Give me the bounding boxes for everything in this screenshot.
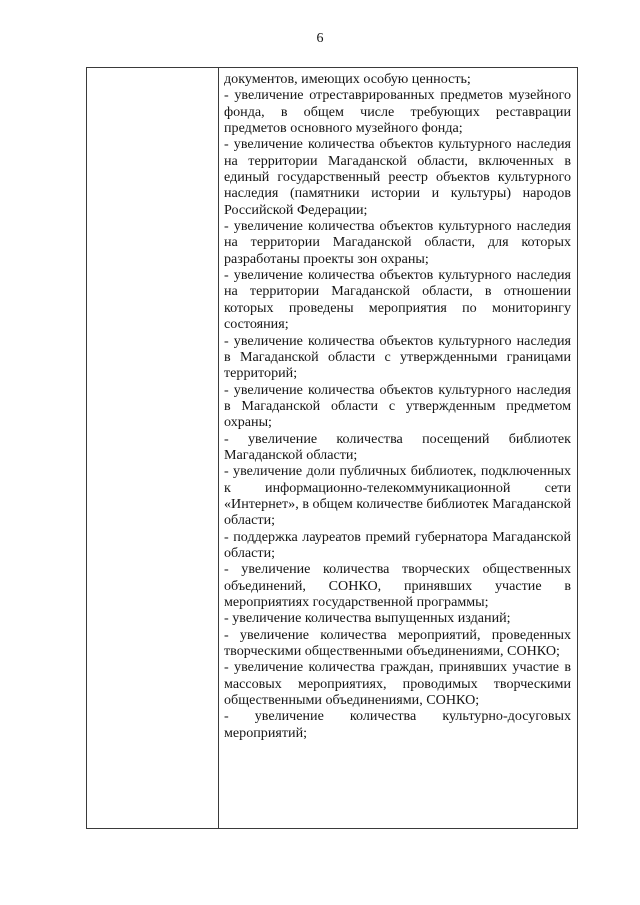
list-item: - увеличение количества граждан, принявших участие в массовых мероприятиях, проводимых творческими общественными объединениями, СОНКО; — [224, 659, 571, 709]
left-empty-cell — [87, 68, 219, 828]
list-item: - увеличение количества посещений библиотек Магаданской области; — [224, 430, 571, 463]
list-item: - увеличение количества объектов культурного наследия на территории Магаданской области, включенных в единый государственный реестр объектов культурного наследия (памятники истории и культуры) народов Российской Федерации; — [224, 136, 571, 218]
list-item: - увеличение количества объектов культурного наследия в Магаданской области с утвержденными границами территорий; — [224, 332, 571, 382]
list-item: - увеличение количества объектов культурного наследия на территории Магаданской области, для которых разработаны проекты зон охраны; — [224, 218, 571, 267]
list-item: - увеличение количества мероприятий, проведенных творческими общественными объединениями, СОНКО; — [224, 626, 571, 660]
page-number: 6 — [316, 31, 324, 46]
list-item: - увеличение количества выпущенных изданий; — [224, 610, 511, 627]
list-item: - увеличение количества объектов культурного наследия на территории Магаданской области, в отношении которых проведены мероприятия по мониторингу состояния; — [224, 267, 571, 333]
list-item: - увеличение количества объектов культурного наследия в Магаданской области с утвержденным предметом охраны; — [224, 381, 571, 431]
list-item: документов, имеющих особую ценность; — [224, 71, 471, 87]
right-text-cell — [219, 68, 577, 828]
list-item: - увеличение доли публичных библиотек, подключенных к информационно-телекоммуникационной сети «Интернет», в общем количестве библиотек Магаданской области; — [224, 463, 571, 529]
content-table — [86, 67, 578, 829]
list-item: - увеличение отреставрированных предметов музейного фонда, в общем числе требующих реставрации предметов основного музейного фонда; — [224, 87, 571, 137]
list-item: - увеличение количества культурно-досуговых мероприятий; — [224, 708, 571, 741]
list-item: - поддержка лауреатов премий губернатора Магаданской области; — [224, 528, 571, 561]
list-item: - увеличение количества творческих общественных объединений, СОНКО, принявших участие в мероприятиях государственной программы; — [224, 561, 571, 610]
